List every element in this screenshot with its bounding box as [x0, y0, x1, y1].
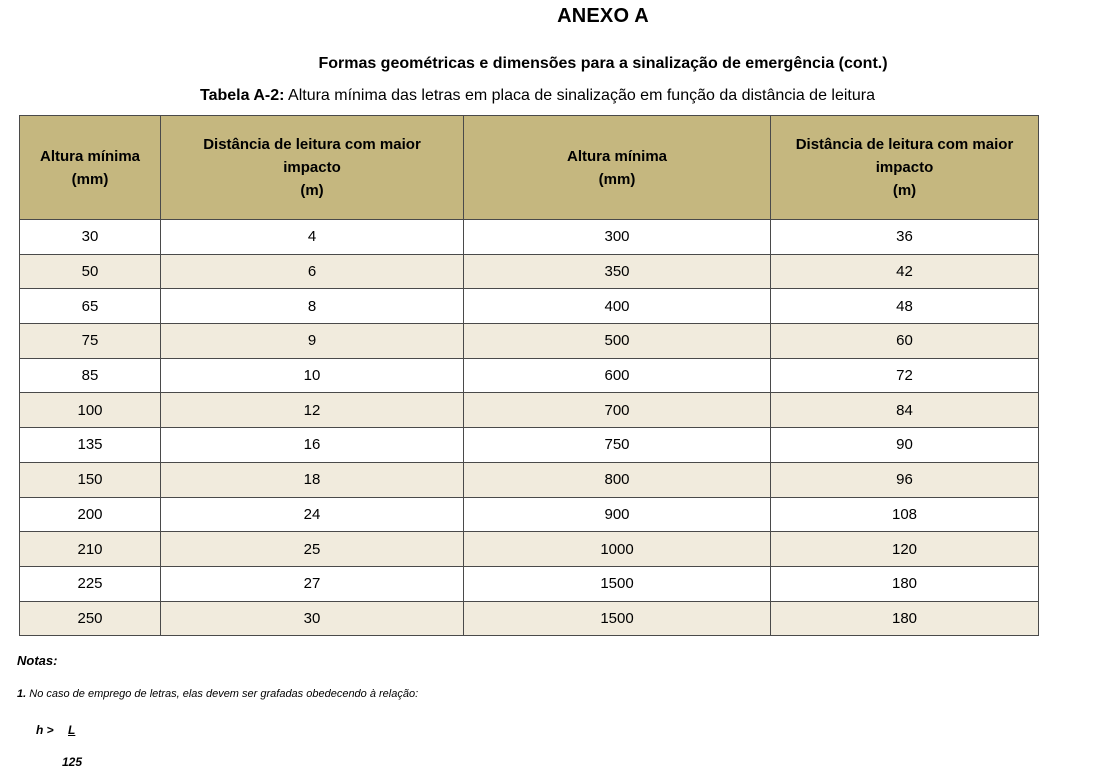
- table-cell: 25: [161, 532, 464, 567]
- header-cell-line: Distância de leitura com maior: [203, 136, 421, 153]
- table-cell: 1500: [464, 601, 771, 636]
- annex-title: ANEXO A: [557, 5, 649, 27]
- header-cell-line: Altura mínima: [39, 147, 141, 165]
- header-cell-line: (m): [300, 182, 324, 199]
- table-cell: 100: [20, 393, 161, 428]
- header-cell: [161, 116, 464, 220]
- table-cell: 85: [20, 358, 161, 393]
- table-cell: 1500: [464, 566, 771, 601]
- table-cell: 65: [20, 289, 161, 324]
- table-cell: 700: [464, 393, 771, 428]
- table-cell: 48: [771, 289, 1039, 324]
- header-cell-line: (m): [892, 182, 917, 199]
- table-cell: 36: [771, 220, 1039, 255]
- table-cell: 600: [464, 358, 771, 393]
- table-cell: 135: [20, 428, 161, 463]
- header-cell-line: Altura mínima: [566, 147, 668, 165]
- table-cell: 250: [20, 601, 161, 636]
- table-cell: 4: [161, 220, 464, 255]
- table-cell: 6: [161, 254, 464, 289]
- note-1: [17, 688, 418, 700]
- table-cell: 27: [161, 566, 464, 601]
- table-cell: 10: [161, 358, 464, 393]
- table-cell: 18: [161, 462, 464, 497]
- table-row: [20, 220, 1039, 255]
- table-row: [20, 462, 1039, 497]
- header-cell-line: impacto: [875, 159, 934, 176]
- table-cell: 16: [161, 428, 464, 463]
- note-1-number: 1.: [17, 688, 27, 700]
- table-cell: 30: [161, 601, 464, 636]
- header-cell: [464, 116, 771, 220]
- table-cell: 30: [20, 220, 161, 255]
- table-cell: 210: [20, 532, 161, 567]
- section-subtitle: Formas geométricas e dimensões para a sinalização de emergência (cont.): [318, 55, 888, 72]
- table-cell: 500: [464, 324, 771, 359]
- table-cell: 200: [20, 497, 161, 532]
- table-cell: 8: [161, 289, 464, 324]
- table-row: [20, 601, 1039, 636]
- header-cell-line: (mm): [71, 170, 109, 188]
- table-cell: 180: [771, 566, 1039, 601]
- table-cell: 350: [464, 254, 771, 289]
- table-caption: [0, 87, 1075, 105]
- table-row: [20, 358, 1039, 393]
- table-cell: 50: [20, 254, 161, 289]
- table-cell: 180: [771, 601, 1039, 636]
- note-1-text: No caso de emprego de letras, elas devem ser grafadas obedecendo à relação:: [29, 688, 419, 700]
- table-cell: 9: [161, 324, 464, 359]
- header-cell-line: impacto: [283, 159, 341, 176]
- table-cell: 400: [464, 289, 771, 324]
- table-cell: 225: [20, 566, 161, 601]
- table-row: [20, 532, 1039, 567]
- header-cell: [20, 116, 161, 220]
- table-header-row: [20, 116, 1039, 220]
- table-cell: 1000: [464, 532, 771, 567]
- table-cell: 96: [771, 462, 1039, 497]
- table-row: [20, 566, 1039, 601]
- header-cell-line: Distância de leitura com maior: [795, 136, 1014, 153]
- table-cell: 60: [771, 324, 1039, 359]
- table-row: [20, 428, 1039, 463]
- table-cell: 75: [20, 324, 161, 359]
- table-cell: 12: [161, 393, 464, 428]
- table-cell: 24: [161, 497, 464, 532]
- table-caption-text: Altura mínima das letras em placa de sinalização em função da distância de leitura: [288, 87, 875, 104]
- table-cell: 84: [771, 393, 1039, 428]
- table-cell: 72: [771, 358, 1039, 393]
- header-cell-line: (mm): [598, 170, 636, 188]
- formula-numerator: L: [68, 723, 76, 737]
- table-cell: 750: [464, 428, 771, 463]
- letter-height-table: [19, 115, 1039, 636]
- table-row: [20, 324, 1039, 359]
- table-cell: 108: [771, 497, 1039, 532]
- table-body: [20, 220, 1039, 636]
- notes-heading: Notas:: [17, 653, 58, 668]
- header-cell: [771, 116, 1039, 220]
- table-row: [20, 497, 1039, 532]
- table-caption-label: Tabela A-2:: [199, 87, 285, 104]
- table-cell: 42: [771, 254, 1039, 289]
- table-row: [20, 393, 1039, 428]
- formula-lhs: h >: [36, 723, 54, 737]
- table-cell: 90: [771, 428, 1039, 463]
- table-cell: 900: [464, 497, 771, 532]
- table-cell: 120: [771, 532, 1039, 567]
- table-cell: 150: [20, 462, 161, 497]
- table-row: [20, 254, 1039, 289]
- table-cell: 800: [464, 462, 771, 497]
- formula-denominator: 125: [62, 755, 83, 769]
- table-row: [20, 289, 1039, 324]
- table-cell: 300: [464, 220, 771, 255]
